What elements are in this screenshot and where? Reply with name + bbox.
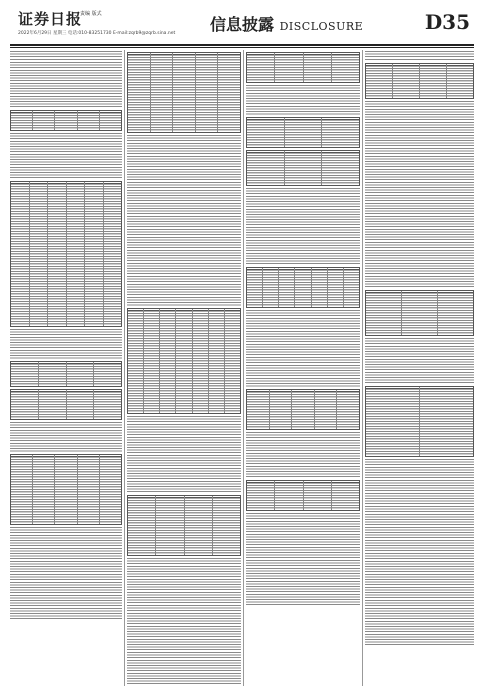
column-divider	[362, 50, 363, 686]
text-block	[246, 85, 360, 115]
section-title	[210, 12, 363, 35]
text-block	[127, 605, 241, 651]
column-1	[10, 50, 122, 686]
text-block	[365, 195, 474, 241]
column-4	[365, 50, 474, 686]
dateline: 2022年6月29日 星期三 电话:010-83251730 E-mail:zqrb9@zqrb.sina.net	[18, 31, 176, 36]
data-table	[246, 480, 360, 511]
section-title-cn: 信息披露	[210, 15, 275, 34]
data-table	[10, 110, 122, 131]
masthead-rule	[10, 44, 474, 46]
text-block	[10, 527, 122, 573]
page-number: D35	[424, 10, 470, 34]
text-block	[127, 182, 241, 228]
text-block	[365, 242, 474, 288]
text-block	[365, 506, 474, 552]
text-block	[246, 310, 360, 356]
data-table	[246, 52, 360, 83]
text-block	[365, 148, 474, 194]
newspaper-logo: 证券日报	[18, 10, 83, 28]
text-block	[10, 329, 122, 359]
masthead	[10, 6, 474, 46]
text-block	[127, 652, 241, 686]
data-table	[10, 454, 122, 525]
section-title-en: DISCLOSURE	[279, 20, 364, 33]
column-3	[246, 50, 360, 686]
text-block	[246, 357, 360, 387]
data-table	[10, 181, 122, 327]
data-table	[10, 361, 122, 387]
text-block	[127, 135, 241, 181]
data-table	[365, 386, 474, 457]
text-block	[365, 553, 474, 599]
text-block	[127, 276, 241, 306]
data-table	[10, 389, 122, 420]
text-block	[246, 560, 360, 606]
masthead-rule-thin	[10, 47, 474, 48]
text-block	[10, 133, 122, 179]
text-block	[10, 422, 122, 452]
data-table	[365, 290, 474, 336]
text-block	[365, 459, 474, 505]
columns	[10, 50, 474, 686]
text-block	[127, 558, 241, 604]
editor-credit: 责编 版式	[80, 11, 102, 17]
text-block	[127, 416, 241, 446]
data-table	[127, 308, 241, 414]
data-table	[246, 150, 360, 186]
column-2	[127, 50, 241, 686]
text-block	[246, 513, 360, 559]
text-block	[365, 338, 474, 384]
text-block	[127, 229, 241, 275]
column-divider	[243, 50, 244, 686]
text-block	[365, 600, 474, 646]
text-block	[365, 51, 474, 61]
text-block	[10, 62, 122, 108]
data-table	[246, 389, 360, 430]
data-table	[246, 267, 360, 308]
data-table	[127, 495, 241, 556]
text-block	[10, 51, 122, 61]
text-block	[246, 188, 360, 218]
text-block	[10, 574, 122, 620]
data-table	[246, 117, 360, 148]
text-block	[246, 432, 360, 478]
text-block	[127, 447, 241, 493]
column-divider	[124, 50, 125, 686]
data-table	[127, 52, 241, 133]
data-table	[365, 63, 474, 99]
text-block	[246, 219, 360, 265]
text-block	[365, 101, 474, 147]
